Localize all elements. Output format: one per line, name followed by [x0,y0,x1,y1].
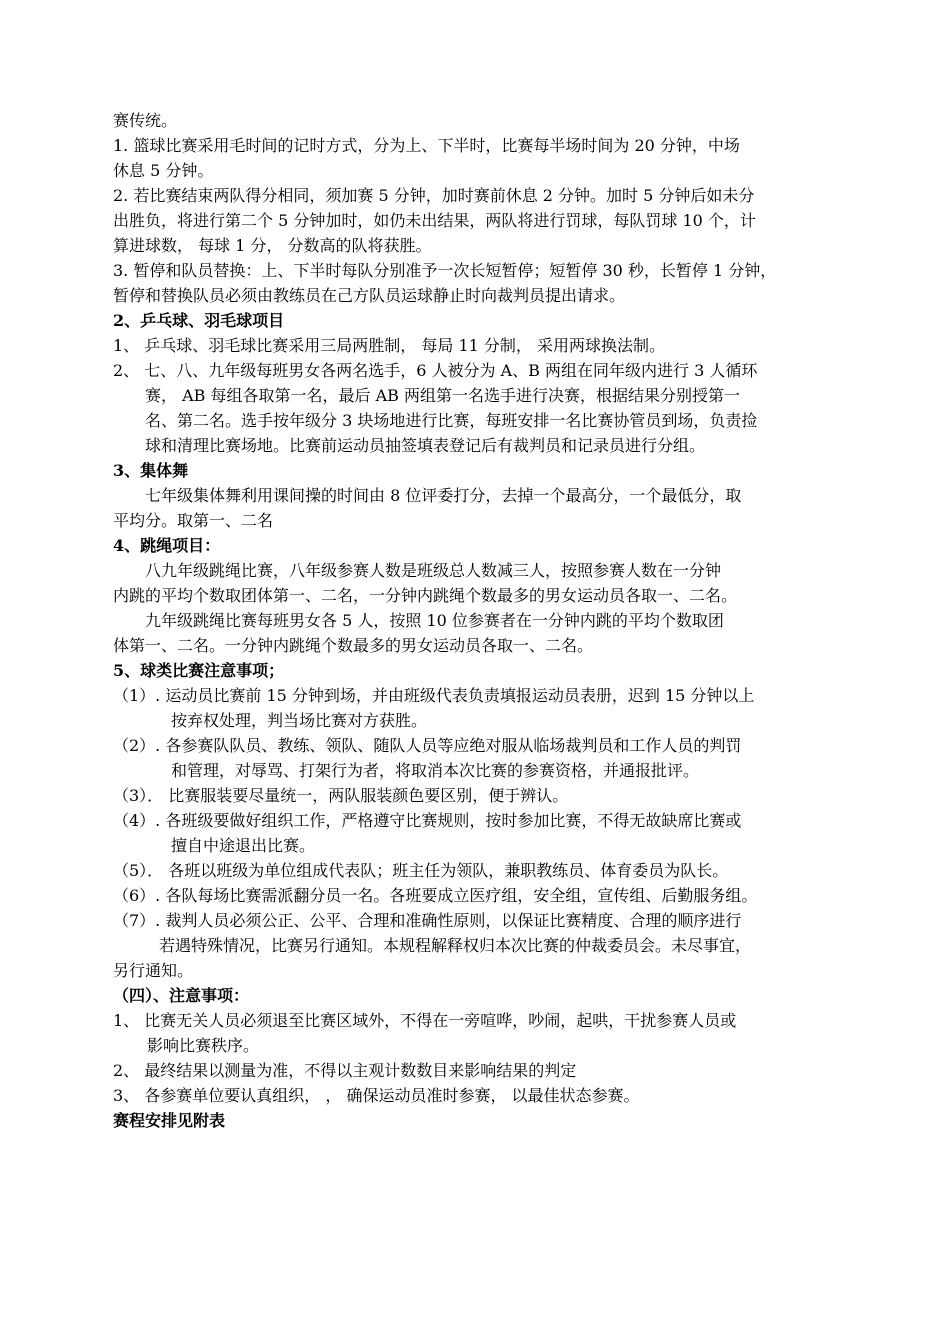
group-dance-paragraph: 七年级集体舞利用课间操的时间由 8 位评委打分，去掉一个最高分，一个最低分，取 [145,486,742,505]
notice-1: 1、 比赛无关人员必须退至比赛区域外，不得在一旁喧哗，吵闹，起哄，干扰参赛人员或 [113,1011,737,1030]
ball-note-6: （6）. 各队每场比赛需派翻分员一名。各班要成立医疗组，安全组，宣传组、后勤服务组。 [113,886,758,905]
notice-3: 3、 各参赛单位要认真组织， ， 确保运动员准时参赛， 以最佳状态参赛。 [113,1086,640,1105]
basketball-rule-1: 1. 篮球比赛采用毛时间的记时方式，分为上、下半时，比赛每半场时间为 20 分钟，中场 [113,136,740,155]
text-line: 内跳的平均个数取团体第一、二名，一分钟内跳绳个数最多的男女运动员各取一、二名。 [113,586,738,605]
text-line: 擅自中途退出比赛。 [171,836,316,855]
text-line: 若遇特殊情况，比赛另行通知。本规程解释权归本次比赛的仲裁委员会。未尽事宜， [159,936,752,955]
ball-note-1: （1）. 运动员比赛前 15 分钟到场，并由班级代表负责填报运动员表册，迟到 15 分钟以上 [113,686,755,705]
basketball-rule-3: 3. 暂停和队员替换：上、下半时每队分别准予一次长短暂停；短暂停 30 秒，长暂停 1 分钟， [113,261,777,280]
text-line: 体第一、二名。一分钟内跳绳个数最多的男女运动员各取一、二名。 [113,636,594,655]
text-line: 暂停和替换队员必须由教练员在己方队员运球静止时向裁判员提出请求。 [113,286,626,305]
ball-note-5: （5）． 各班以班级为单位组成代表队；班主任为领队，兼职教练员、体育委员为队长。 [113,861,729,880]
text-line: 影响比赛秩序。 [147,1036,260,1055]
ball-note-7: （7）. 裁判人员必须公正、公平、合理和准确性原则，以保证比赛精度、合理的顺序进行 [113,911,742,930]
text-line: 按弃权处理，判当场比赛对方获胜。 [171,711,428,730]
ball-note-4: （4）. 各班级要做好组织工作，严格遵守比赛规则，按时参加比赛，不得无故缺席比赛或 [113,811,742,830]
text-line: 算进球数， 每球 1 分， 分数高的队将获胜。 [113,236,432,255]
text-line: 平均分。取第一、二名 [113,511,274,530]
section-heading-table-tennis: 2、乒乓球、羽毛球项目 [113,311,285,330]
notice-2: 2、 最终结果以测量为准，不得以主观计数数目来影响结果的判定 [113,1061,577,1080]
section-heading-rope-skipping: 4、跳绳项目： [113,536,221,555]
rope-skipping-paragraph-1: 八九年级跳绳比赛，八年级参赛人数是班级总人数减三人，按照参赛人数在一分钟 [145,561,722,580]
basketball-rule-2: 2. 若比赛结束两队得分相同，须加赛 5 分钟，加时赛前休息 2 分钟。加时 5 分钟后如未分 [113,186,755,205]
text-line: 出胜负，将进行第二个 5 分钟加时，如仍未出结果，两队将进行罚球，每队罚球 10 个，计 [113,211,756,230]
section-heading-ball-notes: 5、球类比赛注意事项； [113,661,285,680]
text-line: 和管理，对辱骂、打架行为者，将取消本次比赛的参赛资格，并通报批评。 [171,761,700,780]
section-heading-group-dance: 3、集体舞 [113,461,189,480]
section-heading-notices: （四）、注意事项： [113,986,250,1005]
schedule-reference: 赛程安排见附表 [113,1111,226,1130]
text-line: 球和清理比赛场地。比赛前运动员抽签填表登记后有裁判员和记录员进行分组。 [145,436,706,455]
table-tennis-rule-2: 2、 七、八、九年级每班男女各两名选手，6 人被分为 A、B 两组在同年级内进行 3 人循环 [113,361,758,380]
text-line: 名、第二名。选手按年级分 3 块场地进行比赛，每班安排一名比赛协管员到场，负责捡 [145,411,758,430]
text-line: 休息 5 分钟。 [113,161,214,180]
ball-note-2: （2）. 各参赛队队员、教练、领队、随队人员等应绝对服从临场裁判员和工作人员的判罚 [113,736,742,755]
ball-note-3: （3）． 比赛服装要尽量统一，两队服装颜色要区别，便于辨认。 [113,786,569,805]
rope-skipping-paragraph-2: 九年级跳绳比赛每班男女各 5 人，按照 10 位参赛者在一分钟内跳的平均个数取团 [145,611,724,630]
text-line: 赛， AB 每组各取第一名，最后 AB 两组第一名选手进行决赛，根据结果分别授第一 [145,386,740,405]
table-tennis-rule-1: 1、 乒乓球、羽毛球比赛采用三局两胜制， 每局 11 分制， 采用两球换法制。 [113,336,665,355]
text-line: 赛传统。 [113,111,178,130]
text-line: 另行通知。 [113,961,194,980]
